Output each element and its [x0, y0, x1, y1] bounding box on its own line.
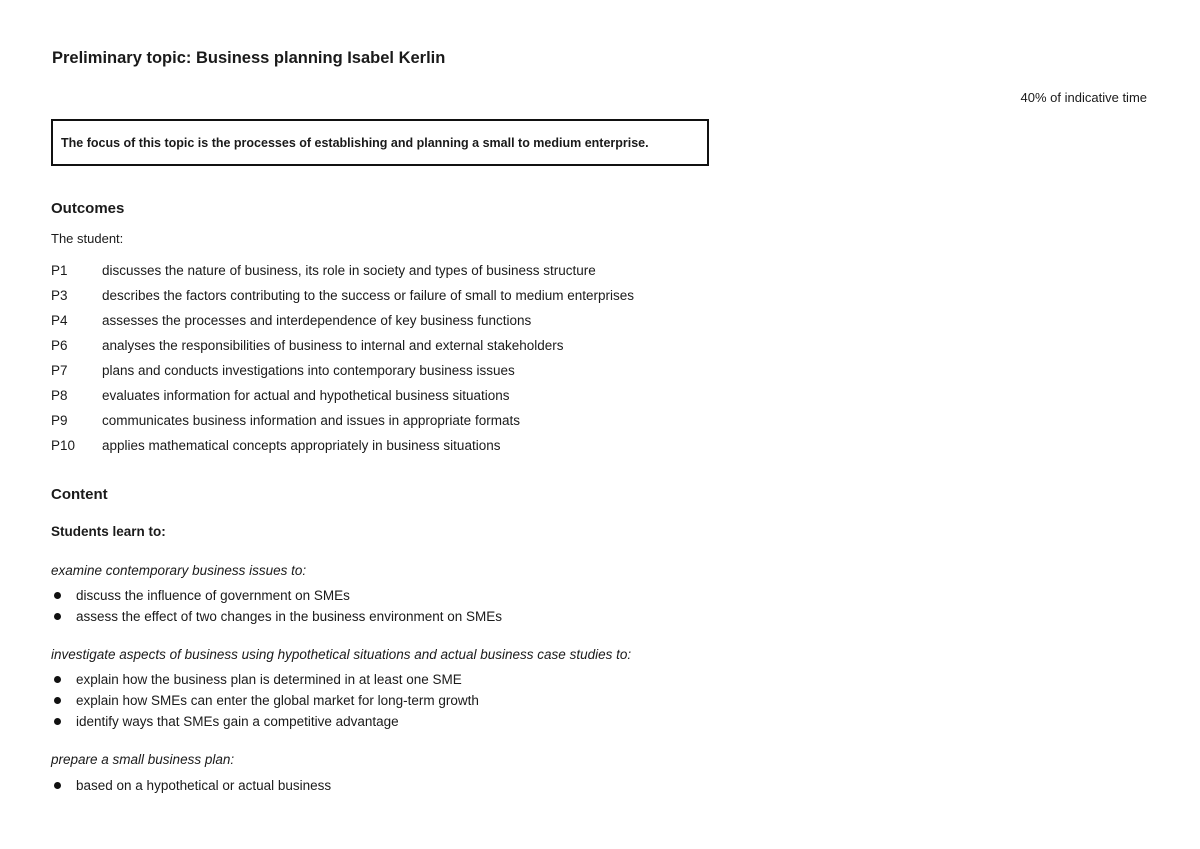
outcome-code: P1	[51, 263, 68, 278]
list-item	[51, 690, 479, 711]
indicative-time-note: 40% of indicative time	[1020, 90, 1147, 105]
list-item-text: assess the effect of two changes in the business environment on SMEs	[76, 608, 502, 624]
bullet-icon	[54, 782, 61, 789]
bullet-icon	[54, 592, 61, 599]
outcome-code: P3	[51, 288, 68, 303]
outcome-item	[51, 361, 634, 386]
content-group-lead: prepare a small business plan:	[51, 752, 235, 767]
list-item	[51, 585, 502, 606]
outcome-item	[51, 261, 634, 286]
outcome-item	[51, 286, 634, 311]
focus-statement: The focus of this topic is the processes of establishing and planning a small to medium enterprise.	[61, 135, 649, 150]
outcome-code: P6	[51, 338, 68, 353]
outcome-text: plans and conducts investigations into contemporary business issues	[102, 363, 515, 378]
page-title: Preliminary topic: Business planning Isabel Kerlin	[52, 49, 446, 67]
list-item-text: discuss the influence of government on SMEs	[76, 587, 350, 603]
list-item	[51, 669, 479, 690]
content-group-lead: investigate aspects of business using hypothetical situations and actual business case studies to:	[51, 647, 632, 662]
content-bullet-list	[51, 585, 502, 627]
content-group-lead: examine contemporary business issues to:	[51, 563, 307, 578]
list-item-text: based on a hypothetical or actual business	[76, 777, 332, 793]
outcome-text: describes the factors contributing to the success or failure of small to medium enterprises	[102, 288, 634, 303]
list-item-text: identify ways that SMEs gain a competitive advantage	[76, 713, 399, 729]
outcome-text: applies mathematical concepts appropriately in business situations	[102, 438, 501, 453]
outcome-code: P7	[51, 363, 68, 378]
outcome-code: P8	[51, 388, 68, 403]
outcomes-list	[51, 261, 634, 461]
content-bullet-list	[51, 775, 331, 796]
list-item	[51, 606, 502, 627]
content-subheading: Students learn to:	[51, 524, 166, 539]
list-item-text: explain how the business plan is determined in at least one SME	[76, 671, 462, 687]
outcome-text: discusses the nature of business, its role in society and types of business structure	[102, 263, 596, 278]
list-item-text: explain how SMEs can enter the global market for long-term growth	[76, 692, 479, 708]
outcome-code: P4	[51, 313, 68, 328]
outcome-code: P10	[51, 438, 76, 453]
outcome-item	[51, 436, 634, 461]
content-heading: Content	[51, 486, 108, 503]
content-bullet-list	[51, 669, 479, 732]
outcome-text: assesses the processes and interdependence of key business functions	[102, 313, 532, 328]
bullet-icon	[54, 697, 61, 704]
focus-box	[51, 119, 709, 166]
bullet-icon	[54, 718, 61, 725]
outcome-text: communicates business information and issues in appropriate formats	[102, 413, 520, 428]
outcome-text: analyses the responsibilities of business to internal and external stakeholders	[102, 338, 564, 353]
outcome-code: P9	[51, 413, 68, 428]
outcome-item	[51, 311, 634, 336]
list-item	[51, 775, 331, 796]
list-item	[51, 711, 479, 732]
outcomes-heading: Outcomes	[51, 200, 125, 217]
outcome-item	[51, 411, 634, 436]
bullet-icon	[54, 613, 61, 620]
outcome-item	[51, 336, 634, 361]
outcome-item	[51, 386, 634, 411]
outcome-text: evaluates information for actual and hypothetical business situations	[102, 388, 510, 403]
bullet-icon	[54, 676, 61, 683]
outcomes-intro: The student:	[51, 231, 124, 246]
